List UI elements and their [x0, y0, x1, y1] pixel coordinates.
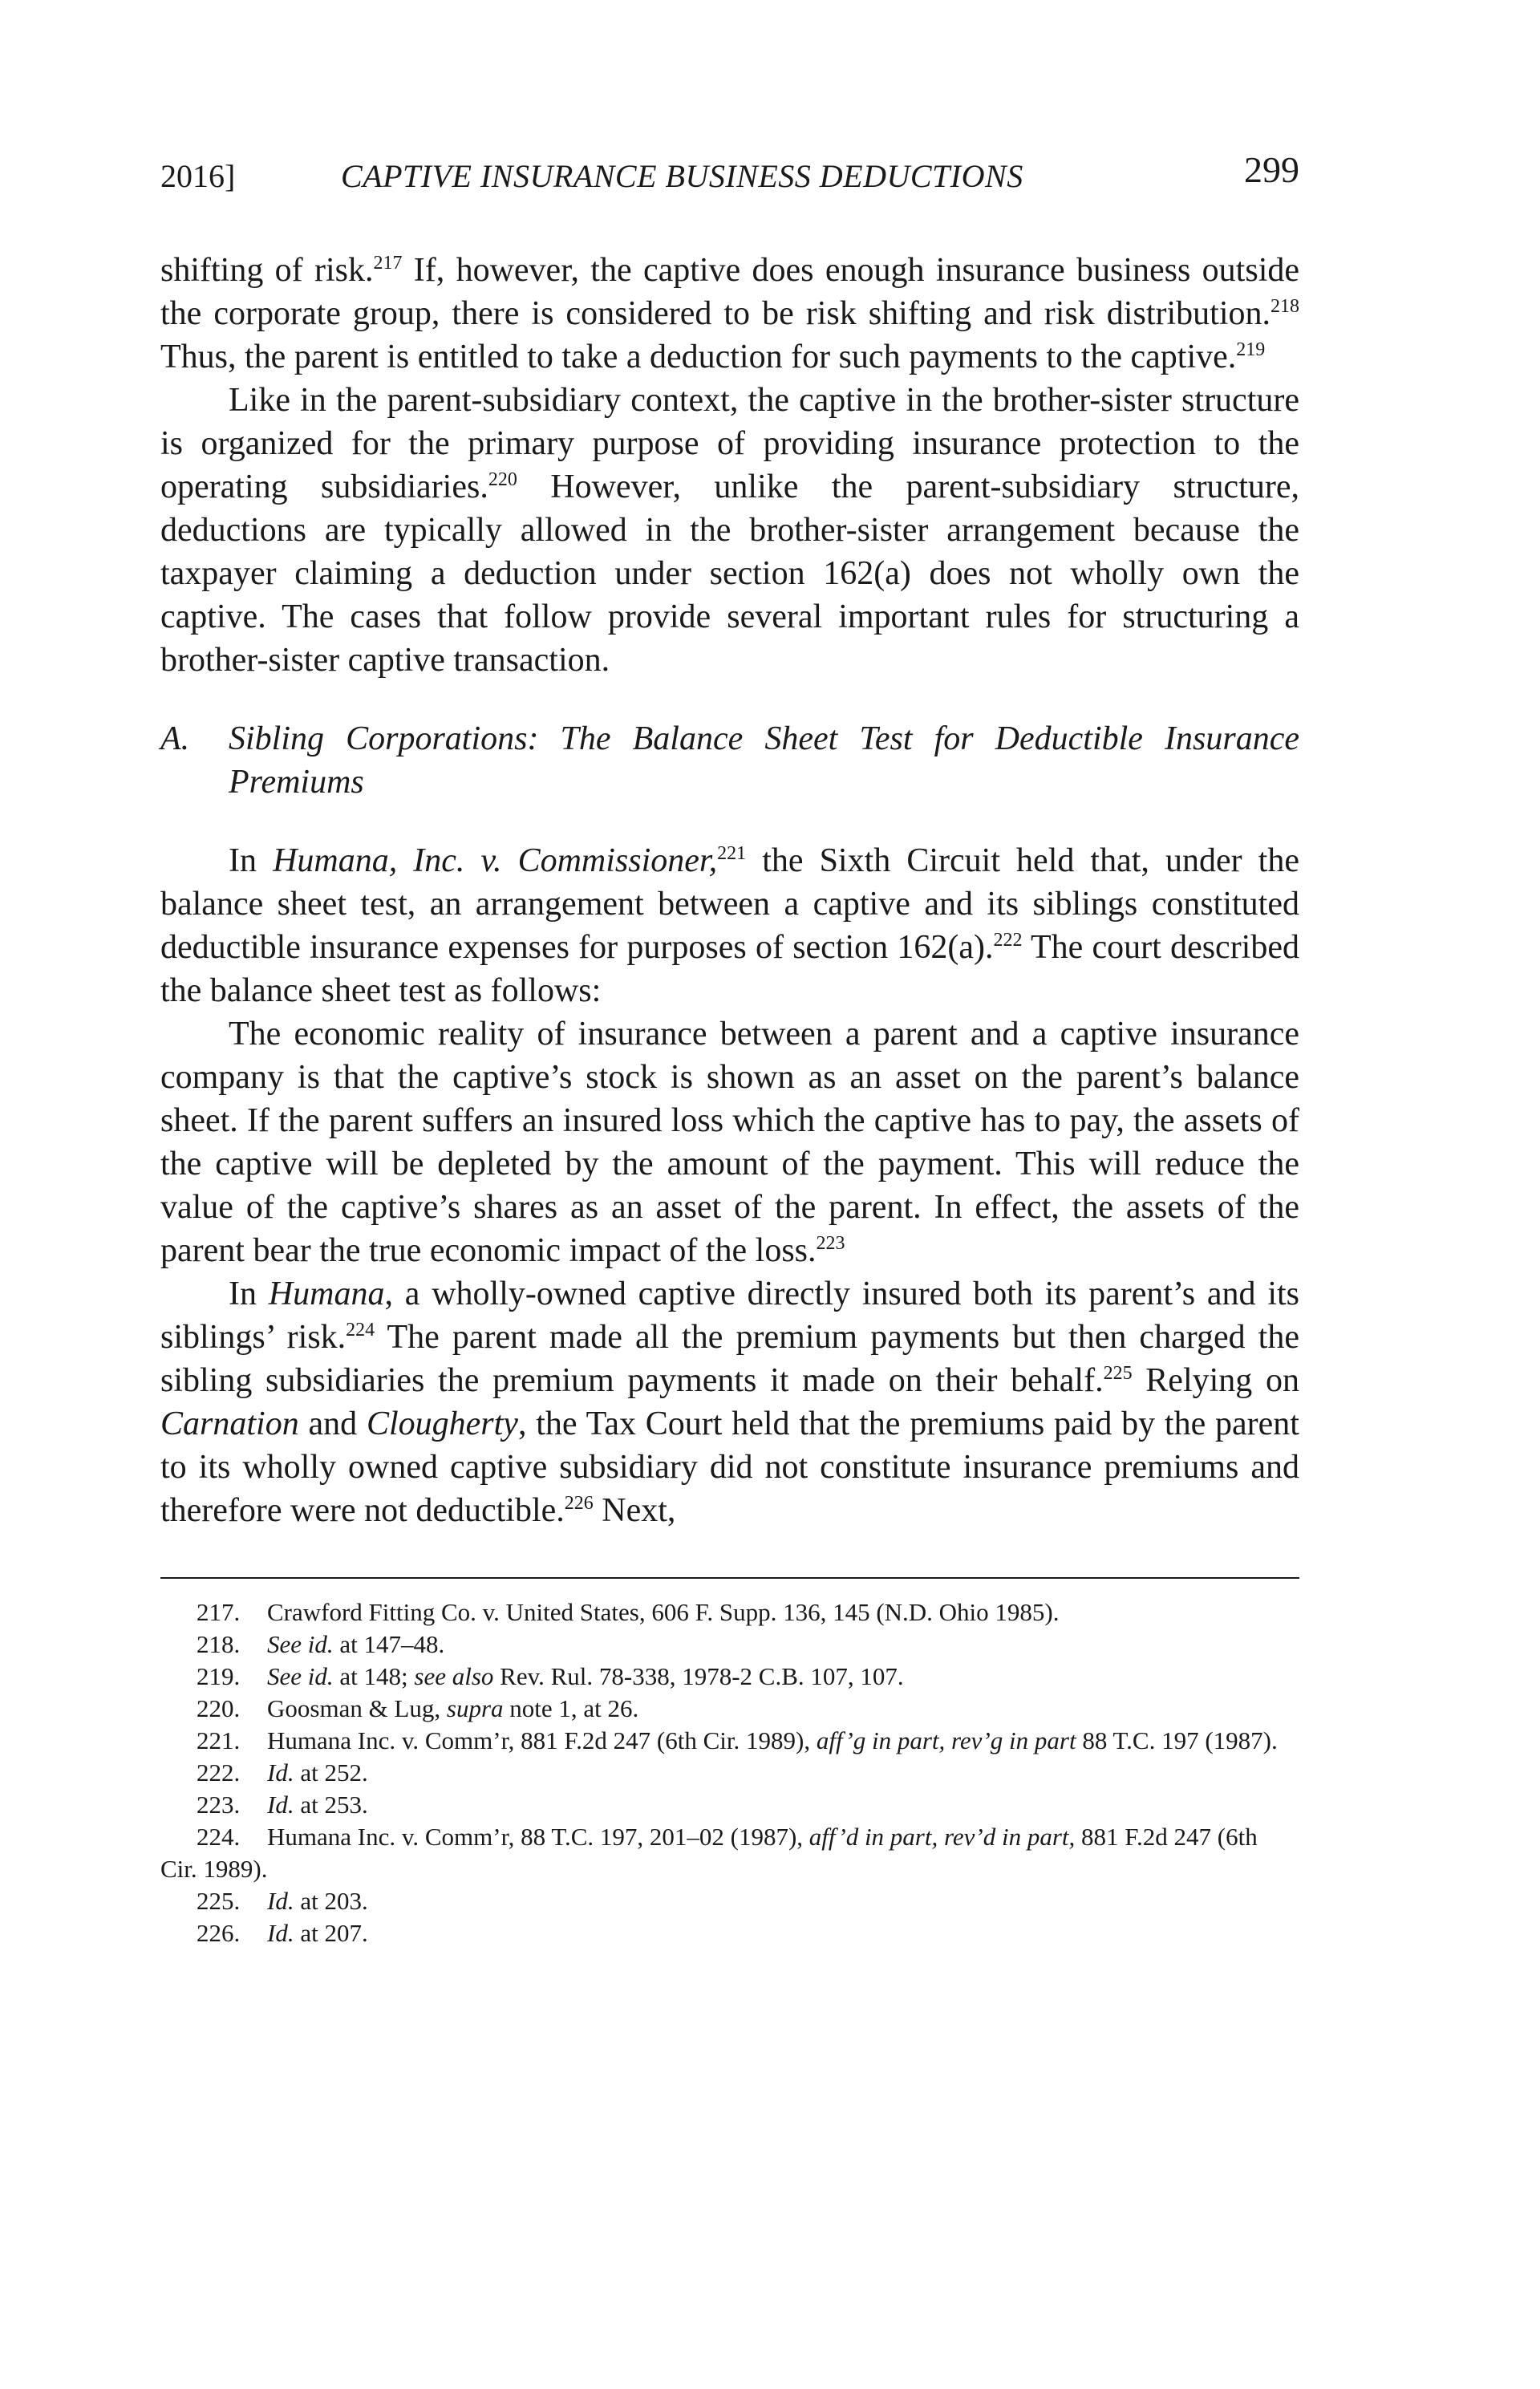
footnote-number: 218. — [197, 1630, 241, 1658]
signal: see also — [414, 1662, 494, 1690]
footnote-text: Goosman & Lug, — [267, 1694, 447, 1722]
footnote-217 — [160, 1596, 1299, 1628]
signal: Id. — [267, 1758, 294, 1787]
footnote-ref: 220 — [488, 469, 517, 490]
footnote-ref: 225 — [1103, 1363, 1133, 1384]
signal: See id. — [267, 1630, 334, 1658]
footnote-text: at 147–48. — [333, 1630, 445, 1658]
text-run: The court described the balance sheet test as follows: — [160, 929, 1299, 1009]
footnote-number: 224. — [197, 1823, 241, 1851]
running-header — [160, 149, 1299, 201]
quote-text: The economic reality of insurance between a parent and a captive insurance company is that the captive’s stock is shown as an asset on the parent’s balance sheet. If the parent suffers an insured loss which the captive has to pay, the assets of the captive will be depleted by the amount of the payment. This will reduce the value of the captive’s shares as an asset of the parent. In effect, the assets of the parent bear the true economic impact of the loss. — [160, 1016, 1299, 1269]
footnote-ref: 226 — [564, 1493, 594, 1514]
footnote-ref: 218 — [1270, 296, 1299, 317]
paragraph-3 — [160, 839, 1299, 1012]
case-name: Humana — [268, 1276, 385, 1312]
signal: See id. — [267, 1662, 334, 1690]
signal: supra — [446, 1694, 504, 1722]
footnote-ref: 219 — [1236, 339, 1266, 360]
section-title: Sibling Corporations: The Balance Sheet Test for Deductible Insurance Premiums — [229, 720, 1299, 801]
footnote-text: at 207. — [294, 1919, 368, 1947]
signal: Id. — [267, 1791, 294, 1819]
footnote-number: 225. — [197, 1887, 241, 1915]
footnote-text: 88 T.C. 197 (1987). — [1076, 1726, 1278, 1754]
text-run: Relying on — [1132, 1362, 1299, 1399]
text-run: However, unlike the parent-subsidiary structure, deductions are typically allowed in the brother-sister arrangement because the taxpayer claiming a deduction under section 162(a) does not wholly own the captive. The cases that follow provide several important rules for structuring a brother-sister captive transaction. — [160, 468, 1299, 679]
paragraph-1 — [160, 249, 1299, 379]
footnote-number: 217. — [197, 1598, 241, 1626]
subsequent-history: aff’g in part, rev’g in part — [816, 1726, 1076, 1754]
text-run: , a wholly-owned captive directly insured both its parent’s and its siblings’ risk. — [160, 1276, 1300, 1356]
subsequent-history: aff’d in part, rev’d in part, — [808, 1823, 1076, 1851]
footnote-text: Rev. Rul. 78-338, 1978-2 C.B. 107, 107. — [493, 1662, 904, 1690]
footnote-text: at 203. — [294, 1887, 368, 1915]
page — [160, 149, 1300, 1949]
body-text — [160, 249, 1299, 1532]
section-heading — [160, 717, 1299, 804]
footnote-225 — [160, 1885, 1299, 1917]
text-run: If, however, the captive does enough insurance business outside the corporate group, there is considered to be risk shifting and risk distribution. — [160, 252, 1300, 332]
footnote-224 — [160, 1821, 1299, 1885]
page-number: 299 — [1244, 149, 1299, 190]
footnote-number: 226. — [197, 1919, 241, 1947]
footnote-number: 222. — [197, 1758, 241, 1787]
footnote-222 — [160, 1757, 1299, 1789]
case-name: Clougherty — [366, 1405, 518, 1442]
footnote-text: Humana Inc. v. Comm’r, 881 F.2d 247 (6th Cir. 1989), — [267, 1726, 817, 1754]
footnote-ref: 217 — [373, 253, 403, 274]
paragraph-4 — [160, 1272, 1299, 1532]
footnote-219 — [160, 1661, 1299, 1693]
footnote-223 — [160, 1789, 1299, 1821]
text-run: In — [229, 842, 274, 879]
signal: Id. — [267, 1919, 294, 1947]
footnote-text: at 148; — [333, 1662, 415, 1690]
footnote-ref: 221 — [717, 843, 747, 864]
footnote-ref: 223 — [816, 1233, 845, 1254]
text-run: shifting of risk. — [160, 252, 374, 289]
text-run: the Sixth Circuit held that, under the balance sheet test, an arrangement between a captive and its siblings constituted deductible insurance expenses for purposes of section 162(a). — [160, 842, 1299, 966]
signal: Id. — [267, 1887, 294, 1915]
header-title: CAPTIVE INSURANCE BUSINESS DEDUCTIONS — [341, 158, 1023, 194]
footnote-number: 221. — [197, 1726, 241, 1754]
footnote-text: at 252. — [294, 1758, 368, 1787]
text-run: and — [298, 1405, 367, 1442]
footnote-ref: 222 — [993, 930, 1023, 951]
footnote-220 — [160, 1693, 1299, 1725]
case-name: Carnation — [160, 1405, 299, 1442]
text-run: Next, — [593, 1492, 676, 1529]
footnote-221 — [160, 1725, 1299, 1757]
footnote-226 — [160, 1917, 1299, 1949]
footnote-text: note 1, at 26. — [503, 1694, 639, 1722]
text-run: Thus, the parent is entitled to take a deduction for such payments to the captive. — [160, 339, 1237, 375]
text-run: In — [229, 1276, 269, 1312]
text-run: Like in the parent-subsidiary context, the captive in the brother-sister structure is organized for the primary purpose of providing insurance protection to the operating subsidiaries. — [160, 382, 1299, 505]
footnote-ref: 224 — [346, 1320, 375, 1341]
header-year: 2016] — [160, 158, 236, 194]
text-run: , the Tax Court held that the premiums paid by the parent to its wholly owned captive subsidiary did not constitute insurance premiums and therefore were not deductible. — [160, 1405, 1299, 1529]
footnote-number: 220. — [197, 1694, 241, 1722]
footnote-text: at 253. — [294, 1791, 368, 1819]
footnote-text: 881 F.2d 247 (6th Cir. 1989). — [160, 1823, 1258, 1883]
footnotes — [160, 1577, 1299, 1949]
footnote-text: Crawford Fitting Co. v. United States, 606 F. Supp. 136, 145 (N.D. Ohio 1985). — [267, 1598, 1060, 1626]
footnote-218 — [160, 1628, 1299, 1661]
footnote-text: Humana Inc. v. Comm’r, 88 T.C. 197, 201–02 (1987), — [267, 1823, 809, 1851]
footnote-number: 223. — [197, 1791, 241, 1819]
text-run: The parent made all the premium payments but then charged the sibling subsidiaries the premium payments it made on their behalf. — [160, 1319, 1299, 1399]
case-name: Humana, Inc. v. Commissioner, — [273, 842, 718, 879]
paragraph-2 — [160, 379, 1299, 682]
footnote-number: 219. — [197, 1662, 241, 1690]
section-label: A. — [160, 720, 190, 757]
block-quote — [160, 1012, 1299, 1272]
